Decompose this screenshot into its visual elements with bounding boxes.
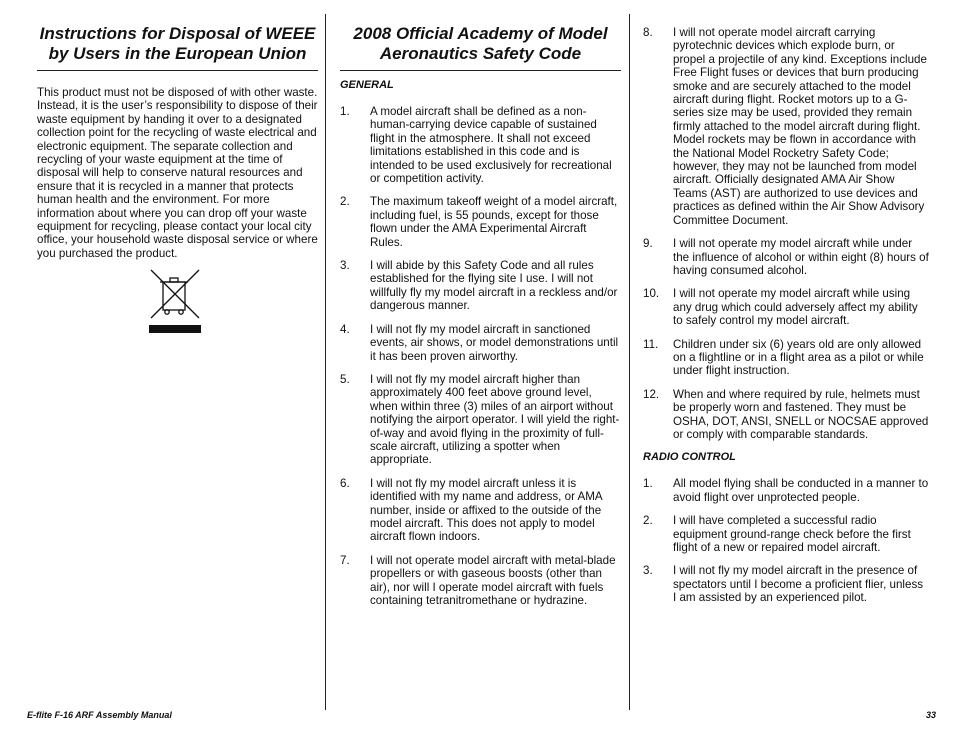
list-item: 5. I will not fly my model aircraft higher than approximately 400 feet above ground level, when within three (3) miles of an airport without notifying the airport operator. I will yield the right-of-way and avoid flying in the proximity of full-scale aircraft, utilizing a spotter when appropriate. (340, 372, 620, 467)
list-item: 12. When and where required by rule, helmets must be properly worn and fastened. They must be OSHA, DOT, ANSI, SNELL or NOCSAE approved or comply with comparable standards. (643, 387, 929, 441)
general-list (340, 105, 621, 607)
list-item: 2. I will have completed a successful radio equipment ground-range check before the first flight of a new or repaired model aircraft. (643, 514, 911, 554)
list-item: 6. I will not fly my model aircraft unless it is identified with my name and address, or AMA number, inside or affixed to the outside of the model aircraft. This does not apply to model aircraft flown indoors. (340, 476, 602, 544)
safety-code-title: 2008 Official Academy of Model Aeronautics Safety Code (340, 24, 621, 71)
column-divider-right (629, 14, 630, 710)
list-item: 4. I will not fly my model aircraft in sanctioned events, air shows, or model demonstrations until it has been proven airworthy. (340, 322, 619, 363)
weee-column (37, 24, 318, 260)
column-divider-left (325, 14, 326, 710)
section-general: GENERAL (340, 79, 394, 91)
list-item: 9. I will not operate my model aircraft while under the influence of alcohol or within eight (8) hours of having consumed alcohol. (643, 237, 929, 277)
list-item: 11. Children under six (6) years old are only allowed on a flightline or in a flight area as a pilot or while under flight instruction. (643, 337, 924, 378)
radio-control-list (643, 477, 929, 604)
list-item: 7. I will not operate model aircraft with metal-blade propellers or with gaseous boosts (other than air), nor will I operate model aircraft with fuels containing tetranitromethane or hydrazine. (340, 553, 616, 607)
safety-code-continued-column (643, 26, 929, 615)
weee-crossed-bin-icon (149, 268, 201, 334)
footer-page-number: 33 (925, 710, 936, 720)
safety-code-column (340, 24, 621, 617)
list-item: 10. I will not operate my model aircraft while using any drug which could adversely affect my ability to safely control my model aircraft. (643, 287, 918, 328)
footer-manual-title: E-flite F-16 ARF Assembly Manual (27, 710, 172, 720)
list-item: 3. I will abide by this Safety Code and all rules established for the flying site I use. I will not willfully fly my model aircraft in a reckless and/or dangerous manner. (340, 259, 618, 313)
weee-title: Instructions for Disposal of WEEE by Users in the European Union (37, 24, 318, 71)
weee-body: This product must not be disposed of with other waste. Instead, it is the user’s responsibility to dispose of their waste equipment by handing it over to a designated collection point for the recycling of waste electrical and electronic equipment. The separate collection and recycling of your waste equipment at the time of disposal will help to conserve natural resources and ensure that it is recycled in a manner that protects human health and the environment. For more information about where you can drop off your waste equipment for recycling, please contact your local city office, your household waste disposal service or where you purchased the product. (37, 86, 318, 260)
general-list-continued (643, 26, 929, 441)
list-item: 8. I will not operate model aircraft carrying pyrotechnic devices which explode burn, or propel a projectile of any kind. Exceptions include Free Flight fuses or devices that burn producing smoke and are securely attached to the model aircraft during flight. Rocket motors up to a G-series size may be used, provided they remain firmly attached to the model aircraft during flight. Model rockets may be flown in accordance with the National Model Rocketry Safety Code; however, they may not be launched from model aircraft. Officially designated AMA Air Show Teams (AST) are authorized to use devices and practices as defined within the Air Show Advisory Committee Document. (643, 26, 927, 227)
list-item: 2. The maximum takeoff weight of a model aircraft, including fuel, is 55 pounds, except for those flown under the AMA Experimental Aircraft Rules. (340, 195, 618, 249)
list-item: 1. A model aircraft shall be defined as a non-human-carrying device capable of sustained flight in the atmosphere. It shall not exceed limitations established in this code and is intended to be used exclusively for recreational or competition activity. (340, 105, 612, 186)
section-radio-control: RADIO CONTROL (643, 451, 736, 464)
list-item: 3. I will not fly my model aircraft in the presence of spectators until I become a proficient flier, unless I am assisted by an experienced pilot. (643, 564, 924, 605)
list-item: 1. All model flying shall be conducted in a manner to avoid flight over unprotected people. (643, 477, 929, 504)
